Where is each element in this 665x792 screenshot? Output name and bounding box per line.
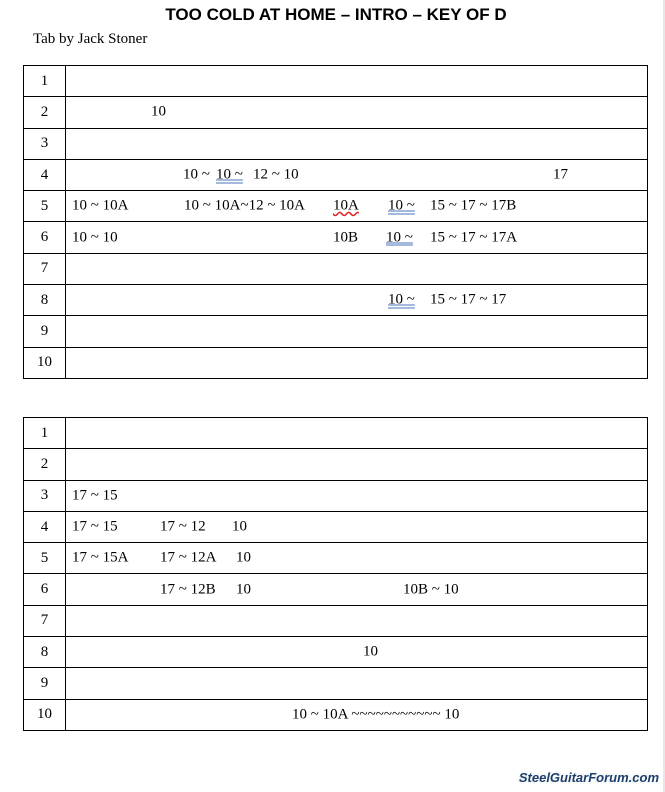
- string-number: 8: [24, 637, 66, 668]
- tab-note: 12 ~ 10: [253, 166, 299, 183]
- tab-notes-cell: [66, 128, 648, 159]
- string-number: 9: [24, 316, 66, 347]
- tab-note: 15 ~ 17 ~ 17: [430, 291, 507, 308]
- tab-note: 10 ~: [388, 291, 415, 308]
- string-number: 1: [24, 66, 66, 97]
- tab-note: 10B: [333, 229, 359, 246]
- tab-row: [24, 480, 648, 511]
- tab-note: 17 ~ 15: [72, 487, 118, 504]
- tab-note: 17 ~ 15: [72, 518, 118, 535]
- tab-notes-cell: [66, 605, 648, 636]
- tab-row: [24, 316, 648, 347]
- tab-notes-cell: [66, 347, 648, 378]
- tab-note: 10A: [333, 197, 359, 214]
- tab-row: [24, 668, 648, 699]
- tab-note: 10 ~: [183, 166, 210, 183]
- tab-note: 15 ~ 17 ~ 17A: [430, 229, 518, 246]
- tab-row: [24, 285, 648, 316]
- tab-row: [24, 511, 648, 542]
- string-number: 6: [24, 222, 66, 253]
- tab-notes-cell: [66, 574, 648, 605]
- tab-row: [24, 543, 648, 574]
- string-number: 7: [24, 253, 66, 284]
- tab-notes-cell: [66, 316, 648, 347]
- tab-note: 15 ~ 17 ~ 17B: [430, 197, 517, 214]
- string-number: 3: [24, 480, 66, 511]
- tab-row: [24, 347, 648, 378]
- tab-note: 10 ~: [388, 197, 415, 214]
- string-number: 7: [24, 605, 66, 636]
- tab-note: 10: [363, 643, 378, 660]
- tab-row: [24, 128, 648, 159]
- tab-notes-cell: [66, 159, 648, 190]
- tab-note: 10 ~ 10A ~~~~~~~~~~~ 10: [292, 706, 460, 723]
- tab-note: 10: [236, 581, 251, 598]
- tab-note: 10 ~: [216, 166, 243, 183]
- tab-note: 17: [553, 166, 568, 183]
- tab-notes-cell: [66, 66, 648, 97]
- string-number: 6: [24, 574, 66, 605]
- string-number: 9: [24, 668, 66, 699]
- tab-author: Tab by Jack Stoner: [33, 31, 148, 47]
- string-number: 8: [24, 285, 66, 316]
- tab-note: 10 ~ 10: [72, 229, 118, 246]
- tab-notes-cell: [66, 222, 648, 253]
- tab-row: [24, 418, 648, 449]
- tab-row: [24, 699, 648, 730]
- tab-notes-cell: [66, 668, 648, 699]
- tab-notes-cell: [66, 637, 648, 668]
- tab-notes-cell: [66, 543, 648, 574]
- tab-note: 17 ~ 15A: [72, 549, 129, 566]
- string-number: 3: [24, 128, 66, 159]
- tab-table-2: [23, 417, 648, 731]
- tab-row: [24, 222, 648, 253]
- tab-notes-cell: [66, 699, 648, 730]
- tab-row: [24, 253, 648, 284]
- tab-note: 10 ~ 10A~12 ~ 10A: [184, 197, 306, 214]
- tab-row: [24, 605, 648, 636]
- tab-notes-cell: [66, 511, 648, 542]
- tab-row: [24, 97, 648, 128]
- tab-notes-cell: [66, 449, 648, 480]
- tab-note: 17 ~ 12: [160, 518, 206, 535]
- tab-note: 10: [232, 518, 247, 535]
- page-title: TOO COLD AT HOME – INTRO – KEY OF D: [165, 5, 507, 24]
- string-number: 5: [24, 191, 66, 222]
- tab-notes-cell: [66, 191, 648, 222]
- site-watermark: SteelGuitarForum.com: [518, 770, 659, 785]
- tab-note: 10: [236, 549, 251, 566]
- string-number: 2: [24, 449, 66, 480]
- tab-notes-cell: [66, 480, 648, 511]
- string-number: 10: [24, 699, 66, 730]
- tab-row: [24, 637, 648, 668]
- string-number: 10: [24, 347, 66, 378]
- string-number: 2: [24, 97, 66, 128]
- string-number: 5: [24, 543, 66, 574]
- tab-note: 10B ~ 10: [403, 581, 459, 598]
- tab-notes-cell: [66, 418, 648, 449]
- tab-note: 17 ~ 12B: [160, 581, 216, 598]
- tab-note: 10 ~: [386, 229, 413, 246]
- string-number: 4: [24, 159, 66, 190]
- tab-row: [24, 159, 648, 190]
- tab-notes-cell: [66, 285, 648, 316]
- tab-note: 17 ~ 12A: [160, 549, 217, 566]
- tab-notes-cell: [66, 97, 648, 128]
- tab-notes-cell: [66, 253, 648, 284]
- tab-table-1: [23, 65, 648, 379]
- tab-row: [24, 191, 648, 222]
- tab-row: [24, 574, 648, 605]
- tab-note: 10 ~ 10A: [72, 197, 129, 214]
- string-number: 1: [24, 418, 66, 449]
- tab-row: [24, 449, 648, 480]
- tab-note: 10: [151, 103, 166, 120]
- string-number: 4: [24, 511, 66, 542]
- tab-row: [24, 66, 648, 97]
